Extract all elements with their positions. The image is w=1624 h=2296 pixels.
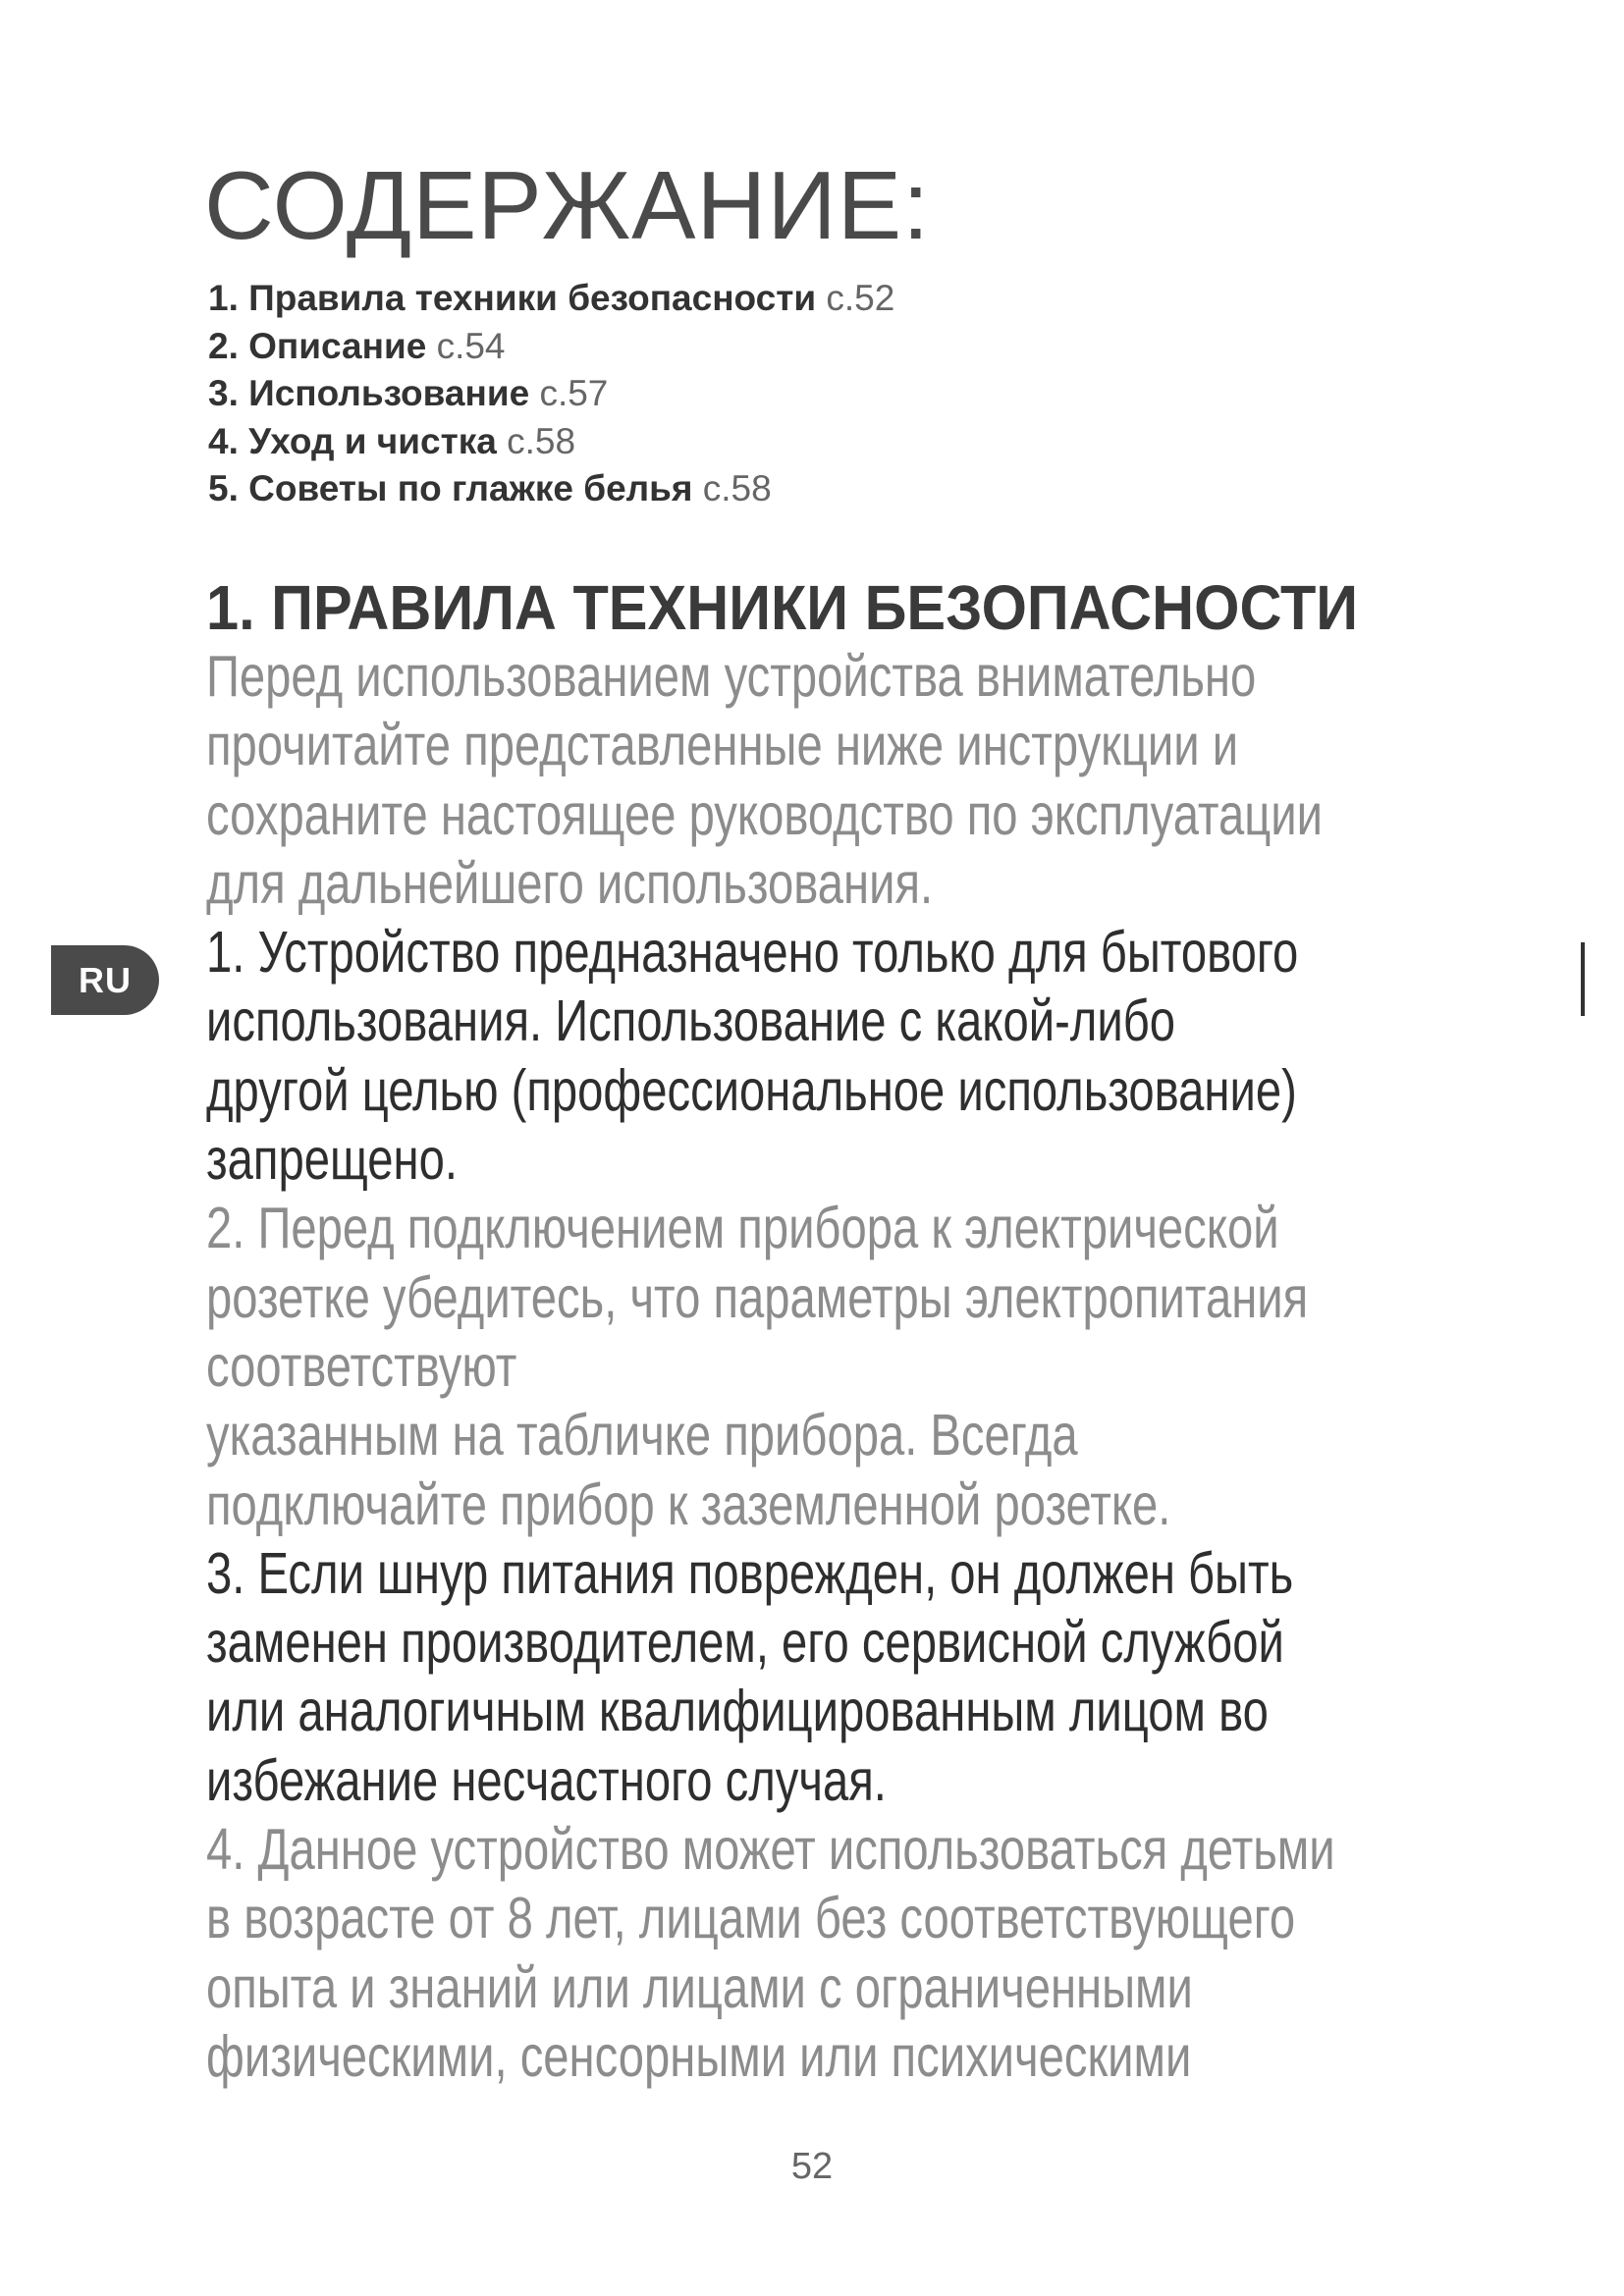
toc-item[interactable]: [208, 275, 894, 323]
text-line: опыта и знаний или лицами с ограниченными: [206, 1954, 1193, 2020]
text-line: указанным на табличке прибора. Всегда: [206, 1403, 1078, 1468]
rule-4-paragraph: [206, 1815, 1353, 2091]
text-line: физическими, сенсорными или психическими: [206, 2023, 1192, 2089]
toc-item-page: с.52: [826, 278, 895, 318]
language-tab: RU: [51, 945, 159, 1015]
toc-item-page: с.57: [539, 373, 609, 413]
text-line: или аналогичным квалифицированным лицом во: [206, 1679, 1269, 1744]
intro-paragraph: [206, 642, 1353, 918]
text-line: подключайте прибор к заземленной розетке.: [206, 1471, 1171, 1537]
toc-item-label: 2. Описание: [208, 325, 427, 366]
toc-item-page: с.58: [507, 420, 576, 461]
toc-item[interactable]: [208, 465, 894, 513]
toc-item[interactable]: [208, 418, 894, 466]
rule-3-paragraph: [206, 1539, 1353, 1815]
text-line: 3. Если шнур питания поврежден, он должен быть: [206, 1540, 1294, 1606]
rule-2-paragraph: [206, 1194, 1353, 1538]
rule-1-paragraph: [206, 918, 1353, 1194]
toc-item[interactable]: [208, 323, 894, 371]
text-line: другой целью (профессиональное использование): [206, 1057, 1297, 1123]
section-heading: 1. ПРАВИЛА ТЕХНИКИ БЕЗОПАСНОСТИ: [206, 572, 1359, 643]
text-line: в возрасте от 8 лет, лицами без соответствующего: [206, 1886, 1296, 1951]
toc-item-label: 4. Уход и чистка: [208, 420, 497, 461]
toc-item-page: с.54: [436, 325, 506, 366]
text-line: розетке убедитесь, что параметры электропитания: [206, 1264, 1309, 1330]
text-line: прочитайте представленные ниже инструкции и: [206, 713, 1239, 778]
toc-item-label: 5. Советы по глажке белья: [208, 468, 693, 508]
toc-item-page: с.58: [702, 468, 772, 508]
toc-item[interactable]: [208, 370, 894, 418]
text-line: сохраните настоящее руководство по эксплуатации: [206, 781, 1324, 847]
text-line: 1. Устройство предназначено только для бытового: [206, 920, 1299, 986]
text-line: 4. Данное устройство может использоваться детьми: [206, 1817, 1335, 1883]
page-edge-marker: [1581, 942, 1585, 1016]
table-of-contents: [208, 275, 894, 513]
text-line: соответствуют: [206, 1333, 517, 1399]
toc-item-label: 3. Использование: [208, 373, 530, 413]
text-line: заменен производителем, его сервисной службой: [206, 1610, 1284, 1676]
text-line: запрещено.: [206, 1127, 458, 1193]
text-line: для дальнейшего использования.: [206, 850, 934, 916]
page-number: 52: [790, 2146, 834, 2187]
page-title: СОДЕРЖАНИЕ:: [204, 151, 931, 259]
text-line: использования. Использование с какой-либо: [206, 988, 1175, 1054]
text-line: Перед использованием устройства внимательно: [206, 644, 1257, 709]
text-line: 2. Перед подключением прибора к электрической: [206, 1196, 1279, 1261]
text-line: избежание несчастного случая.: [206, 1747, 887, 1813]
toc-item-label: 1. Правила техники безопасности: [208, 278, 817, 318]
section-body: [206, 642, 1353, 2091]
